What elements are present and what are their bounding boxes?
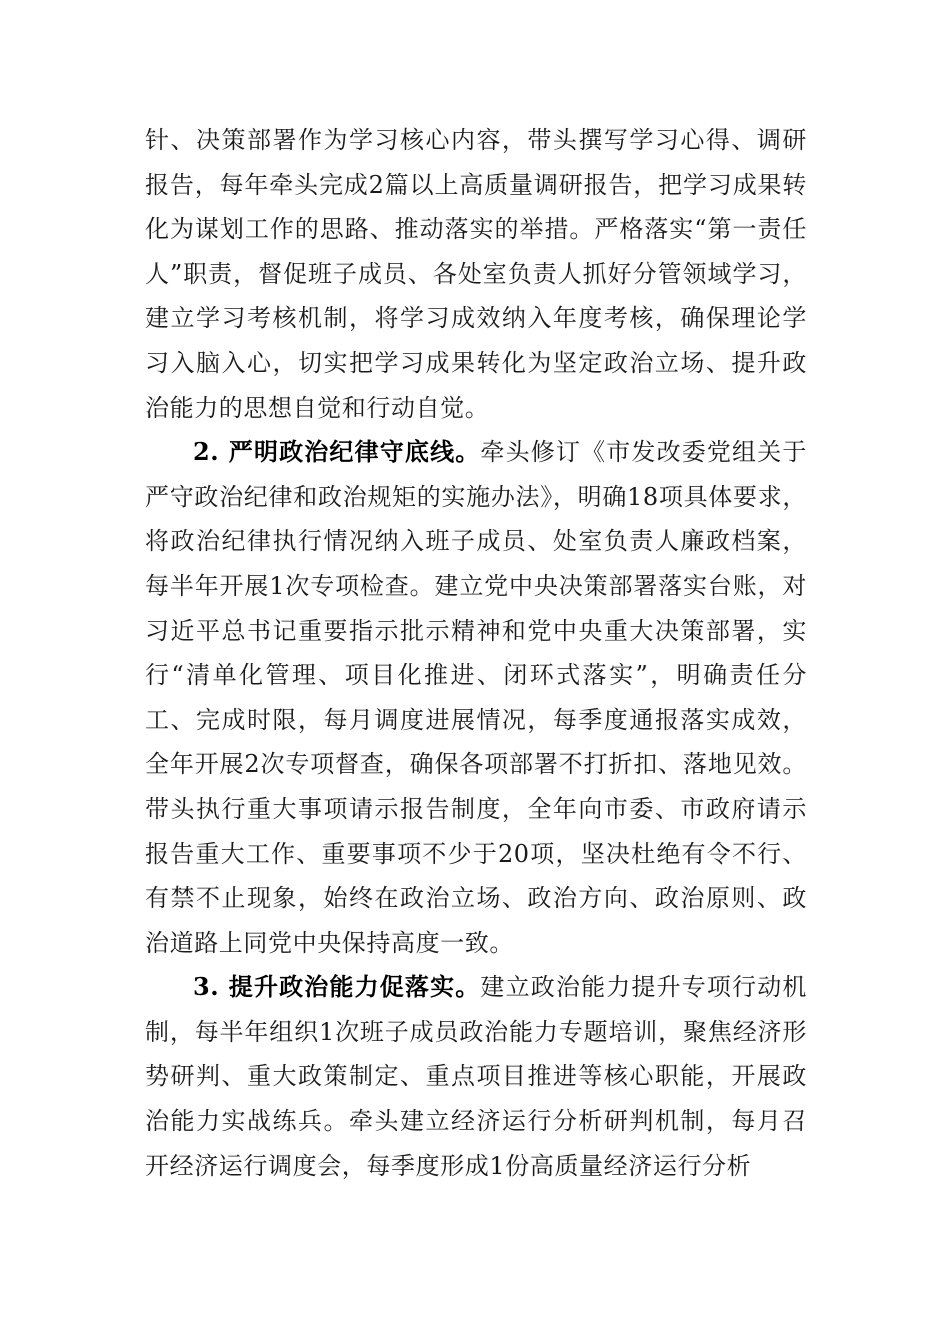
paragraph-2-body: 牵头修订《市发改委党组关于严守政治纪律和政治规矩的实施办法》，明确18项具体要求，将政治纪律执行情况纳入班子成员、处室负责人廉政档案，每半年开展1次专项检查。建立党中央决策部署落实台账，对习近平总书记重要指示批示精神和党中央重大决策部署，实行“清单化管理、项目化推进、闭环式落实”，明确责任分工、完成时限，每月调度进展情况，每季度通报落实成效，全年开展2次专项督查，确保各项部署不打折扣、落地见效。带头执行重大事项请示报告制度，全年向市委、市政府请示报告重大工作、重要事项不少于20项，坚决杜绝有令不行、有禁不止现象，始终在政治立场、政治方向、政治原则、政治道路上同党中央保持高度一致。 — [145, 438, 807, 957]
paragraph-2-heading: 2. 严明政治纪律守底线。 — [193, 437, 481, 467]
paragraph-1-body: 针、决策部署作为学习核心内容，带头撰写学习心得、调研报告，每年牵头完成2篇以上高质量调研报告，把学习成果转化为谋划工作的思路、推动落实的举措。严格落实“第一责任人”职责，督促班子成员、各处室负责人抓好分管领域学习，建立学习考核机制，将学习成效纳入年度考核，确保理论学习入脑入心，切实把学习成果转化为坚定政治立场、提升政治能力的思想自觉和行动自觉。 — [145, 126, 807, 422]
paragraph-3-heading: 3. 提升政治能力促落实。 — [193, 972, 481, 1002]
paragraph-2 — [145, 430, 807, 965]
paragraph-1 — [145, 118, 807, 430]
paragraph-3 — [145, 965, 807, 1188]
document-body — [145, 118, 807, 1188]
paragraph-3-body: 建立政治能力提升专项行动机制，每半年组织1次班子成员政治能力专题培训，聚焦经济形势研判、重大政策制定、重点项目推进等核心职能，开展政治能力实战练兵。牵头建立经济运行分析研判机制，每月召开经济运行调度会，每季度形成1份高质量经济运行分析 — [145, 973, 807, 1180]
